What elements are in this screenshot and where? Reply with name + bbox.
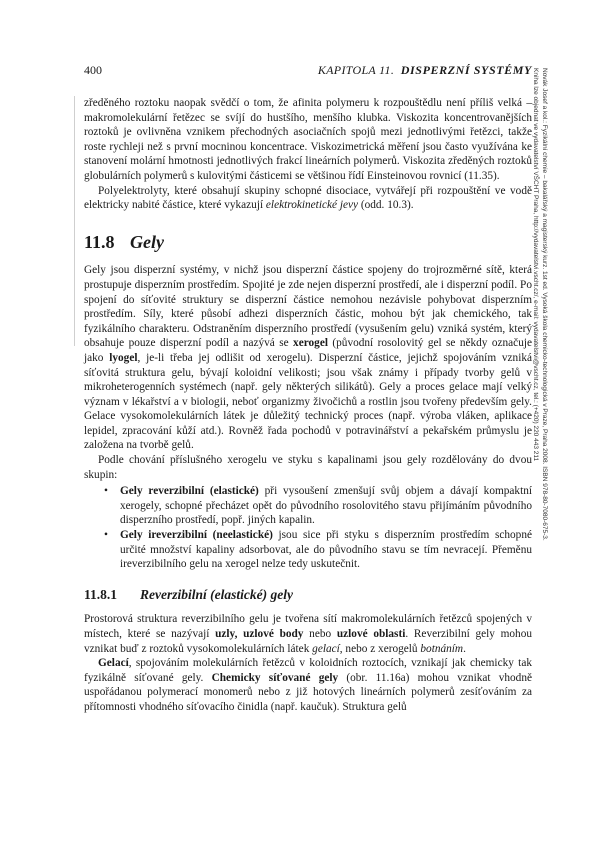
chapter-prefix: KAPITOLA 11.: [317, 63, 395, 77]
section-heading: [84, 231, 532, 252]
list-item-term: Gely reverzibilní (elastické): [120, 485, 259, 498]
section-title: Gely: [130, 231, 164, 252]
section-number: 11.8: [84, 231, 115, 252]
term-gelaci-bold: Gelací: [98, 657, 129, 670]
chapter-title: DISPERZNÍ SYSTÉMY: [400, 63, 532, 77]
reverz-paragraph-1: Prostorová struktura reverzibilního gelu je tvořena sítí makromolekulárních řetězců spojených v místech, které se nazývají uzly, uzlové body nebo uzlové oblasti. Reverzibilní gely mohou vznikat buď z roztoků vysokomolekulárních látek gelací, nebo z xerogelů botnáním.: [84, 613, 533, 655]
gely-paragraph-1: Gely jsou disperzní systémy, v nichž jsou disperzní částice spojeny do trojrozměrné sítě, která prostupuje disperzním prostředím. Spojité je zde nejen disperzní prostředí, ale i disperzní podíl. Po spojení do síťovité struktury se disperzní částice nemohou nezávisle pohybovat disperzním prostředím. Síly, které působí adhezi disperzních částic, mohou být jak chemického, tak fyzikálního charakteru. Odstraněním disperzního prostředí (vysušením gelu) vzniká systém, který obsahuje pouze disperzní podíl a nazývá se xerogel (původní rosolovitý gel se někdy označuje jako lyogel, je-li třeba jej odlišit od xerogelu). Disperzní částice, jejichž spojováním vzniká síťovitá struktura gelu, bývají koloidní velikosti; jsou však známy i případy tvorby gelů v mikroheterogenních systémech (např. gely některých silikátů). Gely a proces gelace mají velký význam v lékařství a v biologii, neboť organizmy živočichů a rostlin jsou tvořeny především gely. Gelace vysokomolekulárních látek je důležitý technický proces (např. výroba vláken, aplikace lepidel, zpracování kůží atd.). Rovněž řada pochodů v potravinářství a pekařském průmyslu je založena na tvorbě gelů.: [84, 264, 533, 452]
term-gelaci: gelací: [312, 642, 340, 655]
margin-change-bar: [74, 96, 75, 346]
bullet-icon: •: [104, 485, 108, 498]
bullet-icon: •: [104, 529, 108, 542]
list-item-term: Gely ireverzibilní (neelastické): [120, 529, 273, 542]
subsection-heading: [84, 588, 532, 603]
subsection-title: Reverzibilní (elastické) gely: [140, 586, 293, 602]
chapter-heading: [318, 63, 532, 78]
running-header: [84, 63, 532, 81]
emphasis-term: elektrokinetické jevy: [265, 199, 359, 212]
copyright-line-1: Novák Josef a kol.: Fyzikální chemie – bakalářský a magisterský kurz. 1st ed. Vysoká škola chemicko-technologická v Praze, Praha 2008. ISBN 978-80-7080-675-3.: [541, 68, 548, 541]
subsection-number: 11.8.1: [84, 586, 118, 602]
page-number: 400: [84, 63, 102, 77]
term-uzlove-oblasti: uzlové oblasti: [336, 628, 406, 640]
reverz-paragraph-2: Gelací, spojováním molekulárních řetězců v koloidních roztocích, vznikají jak chemicky tak fyzikálně síťované gely. Chemicky síťované gely (obr. 11.16a) mohou vznikat vhodně uspořádanou polymerací monomerů nebo z již hotových lineárních polymerů zesíťováním za přítomnosti vhodného síťovacího činidla (např. kaučuk). Struktura gelů: [84, 657, 532, 713]
term-chemicky-sitovane: Chemicky síťované gely: [211, 671, 339, 684]
term-xerogel: xerogel: [293, 337, 328, 350]
list-item: • Gely ireverzibilní (neelastické) jsou sice při styku s disperzním prostředím schopné určité množství kapaliny adsorbovat, ale do původního stavu se tím nevracejí. Přeměnu ireverzibilního gelu na xerogel nelze tedy uskutečnit.: [104, 529, 532, 571]
term-uzly: uzly, uzlové body: [215, 628, 304, 640]
list-item: • Gely reverzibilní (elastické) při vysoušení zmenšují svůj objem a dávají kompaktní xerogely, schopné přecházet opět do původního rosolovitého stavu přijímáním původního disperzního prostředí, popř. jiných kapalin.: [104, 485, 532, 527]
term-botnanim: botnáním: [420, 642, 464, 655]
copyright-line-2: Kniha lze objednat ve vydavatelství VŠCHT Praha, http://vydavatelstvi.vscht.cz/, e-mail: vydavatelstvi@vscht.cz, tel.: (+420) 220 443 211: [532, 68, 540, 462]
intro-paragraph-2: Polyelektrolyty, které obsahují skupiny schopné disociace, vytvářejí při rozpouštění ve vodě elektricky nabité částice, které vykazují elektrokinetické jevy (odd. 10.3).: [84, 184, 532, 212]
page-body: [84, 96, 532, 715]
copyright-notice: [531, 68, 548, 848]
intro-paragraph-1: zředěného roztoku naopak svědčí o tom, že afinita polymeru k rozpouštědlu není příliš velká – makromolekulární řetězec se svíjí do hustšího, menšího klubka. Viskozita koncentrovanějších roztoků je ovlivněna vznikem přechodných asociačních spojů mezi jednotlivými řetězci, takže roste rychleji než s první mocninou koncentrace. Viskozimetrická měření jsou často využívána ke stanovení molární hmotnosti jednotlivých frakcí lineárních polymerů. Viskozita zředěných roztoků globulárních polymerů s kulovitými částicemi se většinou řídí Einsteinovou rovnicí (11.35).: [84, 97, 532, 182]
gel-types-list: [84, 484, 532, 572]
gely-paragraph-2: Podle chování příslušného xerogelu ve styku s kapalinami jsou gely rozdělovány do dvou skupin:: [84, 454, 532, 481]
term-lyogel: lyogel: [109, 351, 138, 364]
